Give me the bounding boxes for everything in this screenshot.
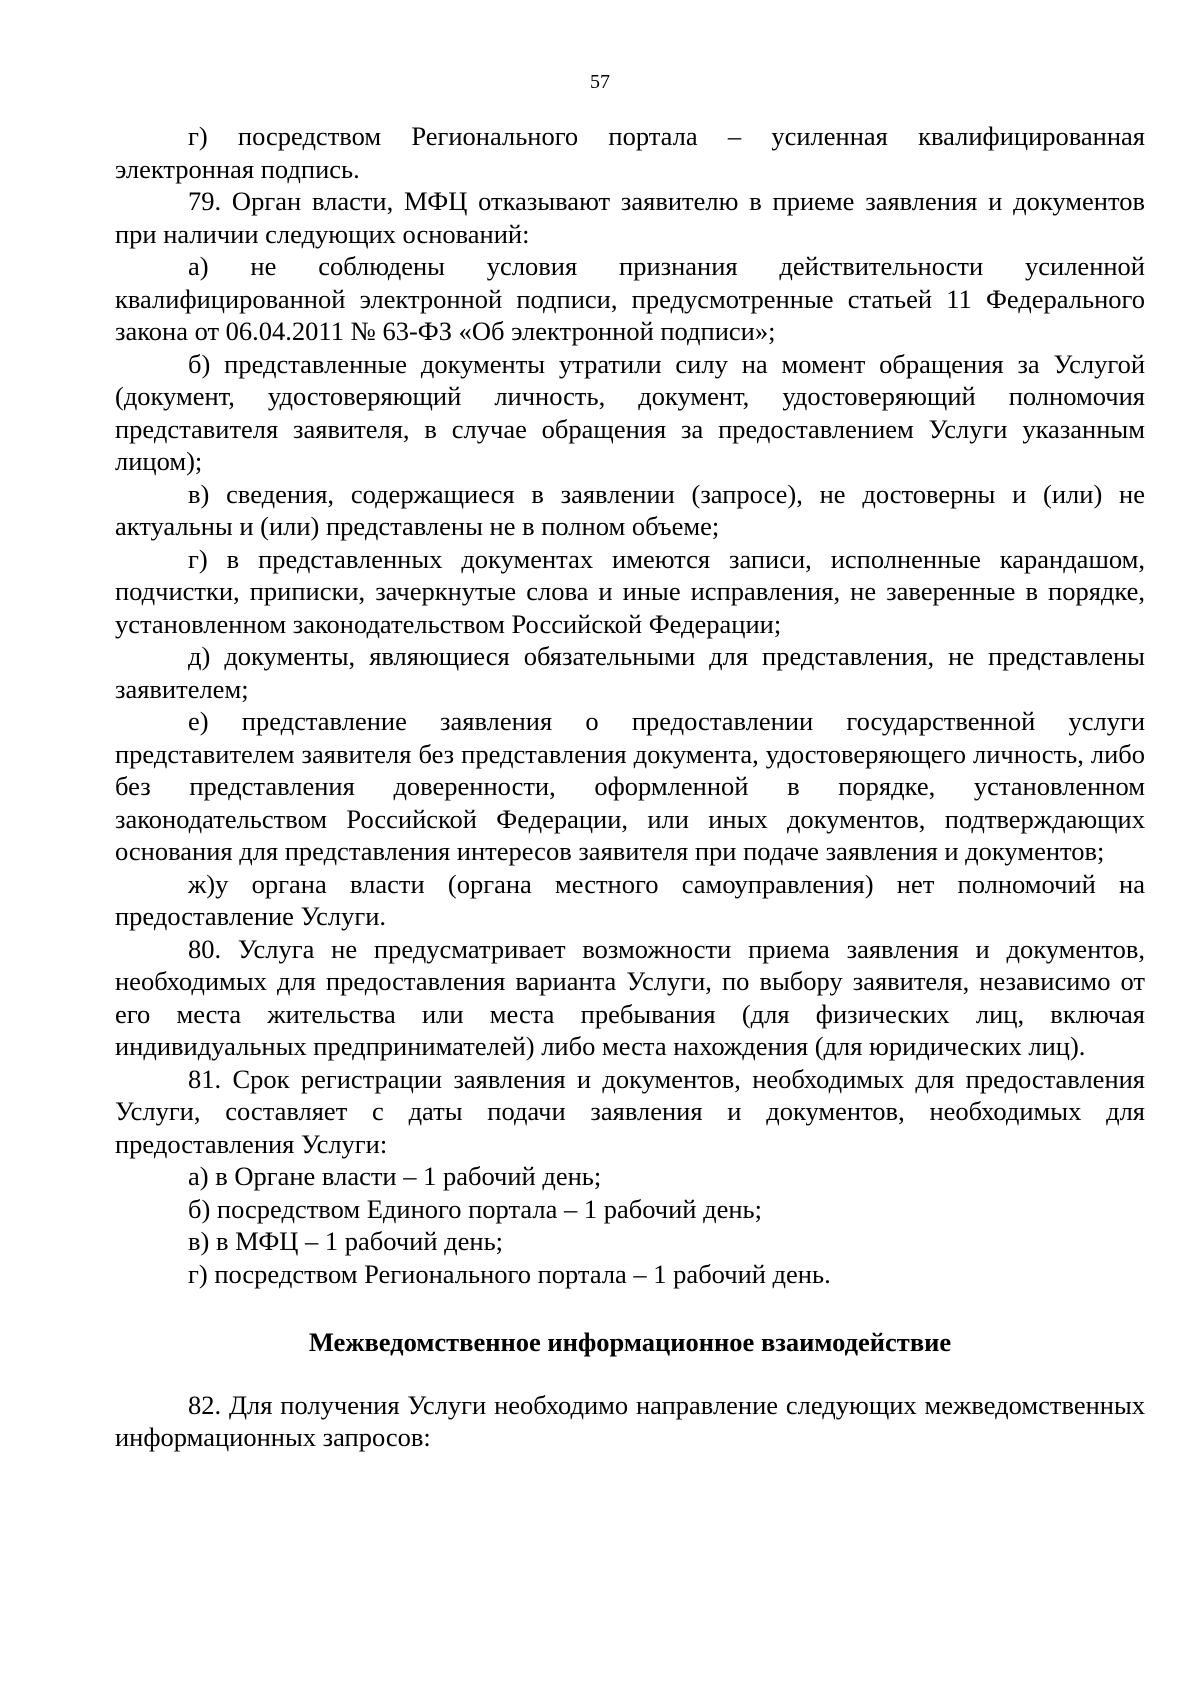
paragraph-81-b: б) посредством Единого портала – 1 рабочий день; [188, 1193, 762, 1224]
paragraph-81-a: а) в Органе власти – 1 рабочий день; [188, 1161, 602, 1191]
paragraph-79-g: г) в представленных документах имеются записи, исполненные карандашом, подчистки, приписки, зачеркнутые слова и иные исправления, не заверенные в порядке, установленном законодательством Российской Федерации; [115, 543, 1145, 639]
paragraph-79-refusal-grounds: 79. Орган власти, МФЦ отказывают заявителю в приеме заявления и документов при наличии следующих оснований: [115, 186, 1145, 249]
paragraph-82: 82. Для получения Услуги необходимо направление следующих межведомственных информационных запросов: [115, 1389, 1145, 1452]
paragraph-79-zh: ж)у органа власти (органа местного самоуправления) нет полномочий на предоставление Услуги. [115, 868, 1145, 931]
document-body [115, 120, 1145, 1454]
section-heading: Межведомственное информационное взаимодействие [308, 1327, 952, 1357]
paragraph-79-a: а) не соблюдены условия признания действительности усиленной квалифицированной электронной подписи, предусмотренные статьей 11 Федерального закона от 06.04.2011 № 63-ФЗ «Об электронной подписи»; [115, 251, 1145, 346]
paragraph-79-b: б) представленные документы утратили силу на момент обращения за Услугой (документ, удостоверяющий личность, документ, удостоверяющий полномочия представителя заявителя, в случае обращения за предоставлением Услуги указанным лицом); [115, 348, 1145, 476]
paragraph-81-g: г) посредством Регионального портала – 1 рабочий день. [188, 1258, 831, 1289]
paragraph-81-v: в) в МФЦ – 1 рабочий день; [188, 1226, 504, 1256]
page-number: 57 [590, 71, 610, 93]
paragraph-item-g-regional-portal-signature: г) посредством Регионального портала – усиленная квалифицированная электронная подпись. [115, 121, 1145, 184]
paragraph-81: 81. Срок регистрации заявления и документов, необходимых для предоставления Услуги, составляет с даты подачи заявления и документов, необходимых для предоставления Услуги: [115, 1063, 1145, 1159]
paragraph-79-v: в) сведения, содержащиеся в заявлении (запросе), не достоверны и (или) не актуальны и (или) представлены не в полном объеме; [115, 478, 1145, 541]
paragraph-79-e: е) представление заявления о предоставлении государственной услуги представителем заявителя без представления документа, удостоверяющего личность, либо без представления доверенности, оформленной в порядке, установленном законодательством Российской Федерации, или иных документов, подтверждающих основания для представления интересов заявителя при подаче заявления и документов; [115, 706, 1145, 866]
paragraph-79-d: д) документы, являющиеся обязательными для представления, не представлены заявителем; [115, 641, 1145, 704]
paragraph-80: 80. Услуга не предусматривает возможности приема заявления и документов, необходимых для предоставления варианта Услуги, по выбору заявителя, независимо от его места жительства или места пребывания (для физических лиц, включая индивидуальных предпринимателей) либо места нахождения (для юридических лиц). [115, 933, 1145, 1061]
